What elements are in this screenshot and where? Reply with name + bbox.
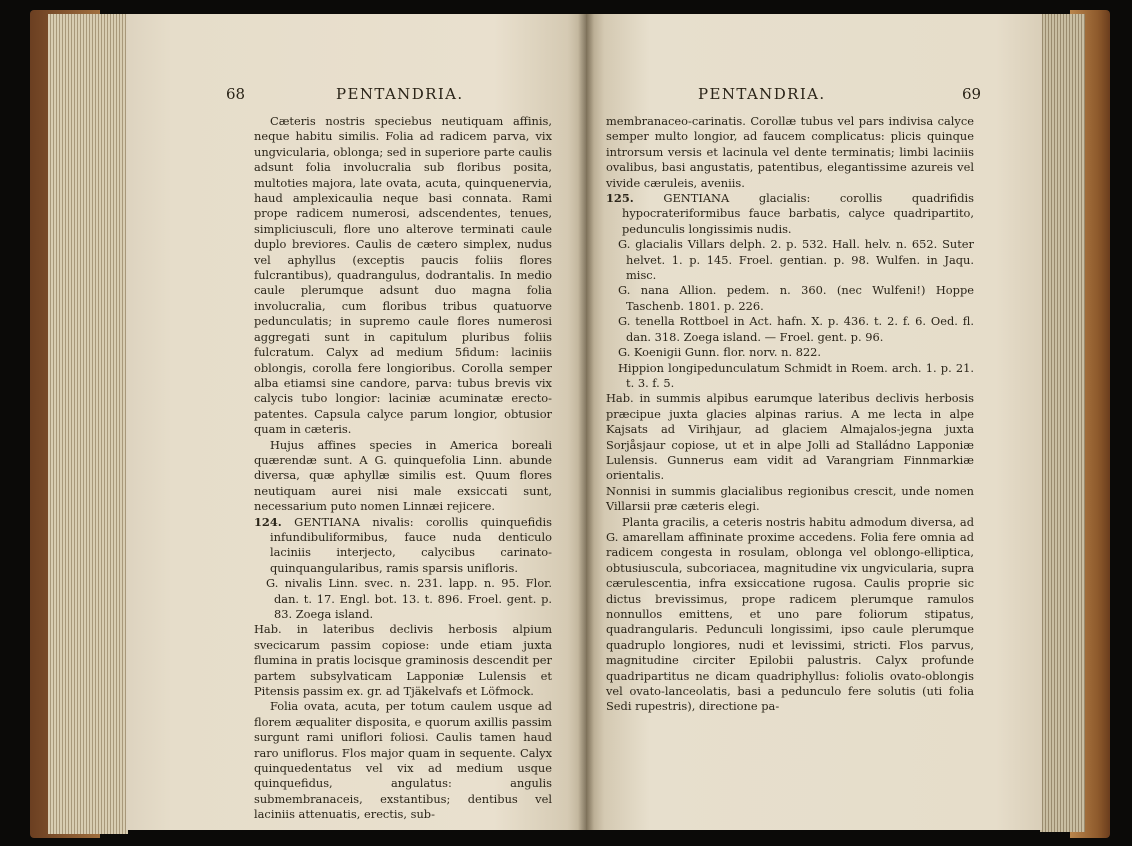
synonymy: G. nivalis Linn. svec. n. 231. lapp. n. 95. Flor. dan. t. 17. Engl. bot. 13. t. 896. Froel. gent. p. 83. Zoega island. bbox=[266, 576, 552, 621]
left-page bbox=[126, 14, 586, 830]
running-head-left: PENTANDRIA. bbox=[336, 85, 464, 103]
description: Planta gracilis, a ceteris nostris habitu admodum diversa, ad G. amarellam affininate proxime accedens. Folia fere omnia ad radicem congesta in rosulam, oblonga vel oblongo-elliptica, obtusiuscula, subcoriacea, magnitudine vix ungvicularia, supra cærulescentia, infra exsiccatione rugosa. Caulis proprie sic dictus brevissimus, prope radicem plerumque ramulos nonnullos emittens, et uno pare foliorum stipatus, quadrangularis. Pedunculi longissimi, ipso caule plerumque quadruplo longiores, nudi et levissimi, stricti. Flos parvus, magnitudine circiter Epilobii palustris. Calyx profunde quadripartitus ne dicam quadriphyllus: foliolis ovato-oblongis vel ovato-lanceolatis, basi a pedunculo fere solutis (uti folia Sedi rupestris), directione pa- bbox=[606, 514, 974, 714]
right-page bbox=[586, 14, 1042, 830]
page-number-right: 69 bbox=[962, 85, 982, 103]
synonym-line: G. glacialis Villars delph. 2. p. 532. Hall. helv. n. 652. Suter helvet. 1. p. 145. Froel. gentian. p. 98. Wulfen. in Jaqu. misc. bbox=[618, 237, 974, 283]
species-entry-125 bbox=[606, 191, 974, 237]
habitat: Hab. in lateribus declivis herbosis alpium svecicarum passim copiose: unde etiam juxta flumina in pratis locisque graminosis descendit per partem subsylvaticam Lapponiæ Lulensis et Pitensis passim ex. gr. ad Tjäkelvafs et Löfmock. bbox=[254, 622, 552, 699]
entry-heading: GENTIANA nivalis: corollis quinquefidis infundibuliformibus, fauce nuda denticulo laciniis interjecto, calycibus carinato-quinquangularibus, ramis sparsis unifloris. bbox=[270, 514, 552, 575]
entry-number: 124. bbox=[254, 514, 282, 529]
synonym-line: G. Koenigii Gunn. flor. norv. n. 822. bbox=[618, 345, 822, 360]
entry-number: 125. bbox=[606, 191, 634, 206]
entry-heading: GENTIANA glacialis: corollis quadrifidis hypocrateriformibus fauce barbatis, calyce quadripartito, pedunculis longissimis nudis. bbox=[622, 191, 974, 236]
paragraph: Cæteris nostris speciebus neutiquam affinis, neque habitu similis. Folia ad radicem parva, vix ungvicularia, oblonga; sed in superiore parte caulis adsunt folia involucralia sub floribus posita, multoties majora, late ovata, acuta, quinquenervia, haud amplexicaulia neque basi connata. Rami prope radicem numerosi, adscendentes, tenues, simpliciusculi, flore uno alterove terminati caule duplo breviores. Caulis de cætero simplex, nudus vel aphyllus (exceptis paucis foliis flores fulcrantibus), quadrangulus, dodrantalis. In medio caule plerumque adsunt duo magna folia involucralia, cum floribus tribus quatuorve pedunculatis; in supremo caule flores numerosi aggregati sunt in capitulum pluribus foliis fulcratum. Calyx ad medium 5fidum: laciniis oblongis, corolla fere longioribus. Corolla semper alba etiamsi sine candore, parva: tubus brevis vix calycis tubo longior: laciniæ acuminatæ erecto-patentes. Capsula calyce parum longior, obtusior quam in cæteris. bbox=[254, 114, 553, 437]
page-number-left: 68 bbox=[226, 85, 246, 103]
continued-paragraph: membranaceo-carinatis. Corollæ tubus vel pars indivisa calyce semper multo longior, ad faucem complicatus: plicis quinque introrsum versis et lacinula vel dente terminatis; limbi laciniis ovalibus, basi angustatis, patentibus, elegantissime azureis vel vivide cæruleis, aveniis. bbox=[606, 114, 974, 190]
species-entry-124 bbox=[254, 515, 552, 577]
left-page-text bbox=[254, 114, 552, 823]
right-page-text bbox=[606, 114, 974, 715]
running-head-right: PENTANDRIA. bbox=[698, 85, 826, 103]
synonym-line: G. nana Allion. pedem. n. 360. (nec Wulfeni!) Hoppe Taschenb. 1801. p. 226. bbox=[618, 283, 974, 313]
habitat: Hab. in summis alpibus earumque lateribus declivis herbosis præcipue juxta glacies alpinas rarius. A me lecta in alpe Kajsats ad Virihjaur, ad glaciem Almajalos-jegna juxta Sorjåsjaur copiose, ut et in alpe Jolli ad Stalládno Lapponiæ Lulensis. Gunnerus eam vidit ad Varangriam Finnmarkiæ orientalis. bbox=[606, 391, 974, 483]
page-edges-right bbox=[1040, 14, 1085, 832]
synonym-line: G. tenella Rottboel in Act. hafn. X. p. 436. t. 2. f. 6. Oed. fl. dan. 318. Zoega island. — Froel. gent. p. 96. bbox=[618, 314, 974, 344]
paragraph: Hujus affines species in America boreali quærendæ sunt. A G. quinquefolia Linn. abunde diversa, quæ aphyllæ similis est. Quum flores neutiquam aurei nisi male exsiccati sunt, necessarium puto nomen Linnæi rejicere. bbox=[254, 437, 552, 514]
book-gutter bbox=[578, 14, 594, 830]
page-edges-left bbox=[48, 14, 128, 834]
description: Folia ovata, acuta, per totum caulem usque ad florem æqualiter disposita, e quorum axillis passim surgunt rami uniflori foliosi. Caulis tamen haud raro uniflorus. Flos major quam in sequente. Calyx quinquedentatus vel vix ad medium usque quinquefidus, angulatus: angulis submembranaceis, exstantibus; dentibus vel laciniis attenuatis, erectis, sub- bbox=[254, 699, 552, 822]
remark: Nonnisi in summis glacialibus regionibus crescit, unde nomen Villarsii præ cæteris elegi. bbox=[606, 483, 974, 514]
synonym-line: Hippion longipedunculatum Schmidt in Roem. arch. 1. p. 21. t. 3. f. 5. bbox=[618, 360, 974, 390]
